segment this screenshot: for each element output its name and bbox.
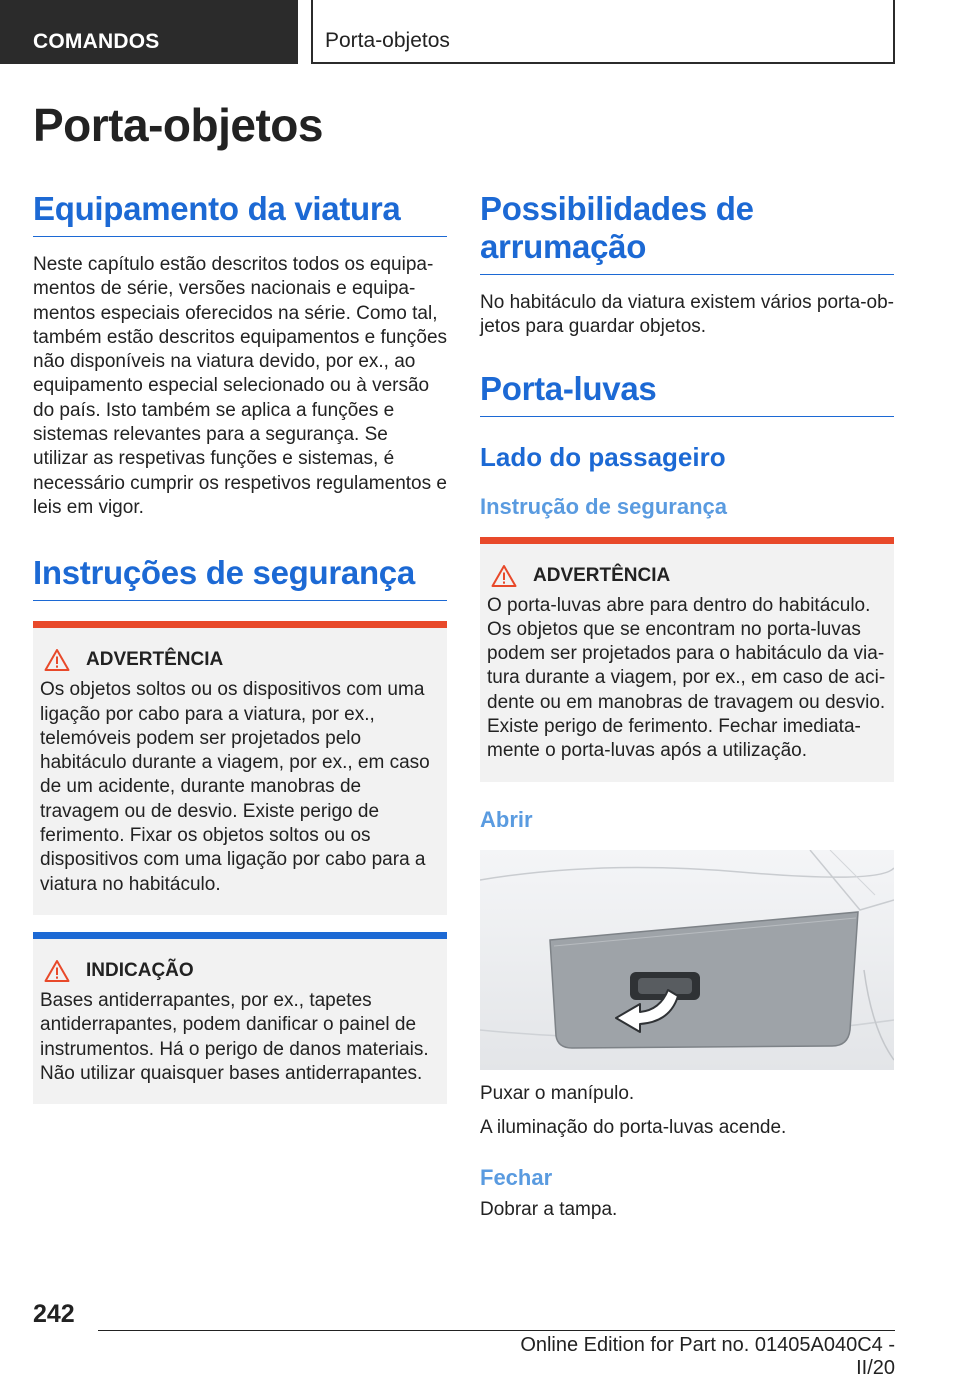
glovebox-heading: Porta-luvas xyxy=(480,370,894,417)
equipment-text: Neste capítulo estão descritos todos os equipamentos de série, versões nacionais e equipamentos especiais oferecidos na série. Como tal, também estão descritos equipamentos e funções não disponíveis na viatura devido, por ex., ao equipamento especial selecionado ou à versão do país. Isto também se aplica a funções e sistemas relevantes para a segurança. Se utilizar as respetivas funções e sistemas, é necessário cumprir os respetivos regulamentos e leis em vigor. xyxy=(33,254,448,518)
footer-edition: Online Edition for Part no. 01405A040C4 - II/20 xyxy=(520,1334,895,1379)
warning-box xyxy=(33,621,447,915)
note-text: Bases antiderrapantes, por ex., tapetes antiderrapantes, podem danificar o painel de instrumentos. Há o perigo de danos materiais. Não utilizar quaisquer bases antiderrapantes. xyxy=(40,989,429,1084)
close-heading: Fechar xyxy=(480,1165,553,1191)
note-box xyxy=(33,932,447,1104)
glovebox-drawing xyxy=(480,850,894,1070)
chapter-label: Porta-objetos xyxy=(325,29,450,52)
storage-text: No habitáculo da viatura existem vários porta-objetos para guardar objetos. xyxy=(480,292,894,338)
section-tab xyxy=(0,0,298,64)
close-step: Dobrar a tampa. xyxy=(480,1199,618,1221)
warning-triangle-icon xyxy=(44,959,70,983)
warning-title: ADVERTÊNCIA xyxy=(86,649,224,671)
page-title: Porta-objetos xyxy=(33,99,323,151)
note-title: INDICAÇÃO xyxy=(86,959,194,981)
storage-heading: Possibilidades de arrumação xyxy=(480,190,894,275)
open-step-2: A iluminação do porta-luvas acende. xyxy=(480,1116,787,1138)
warning-title-row xyxy=(40,648,440,672)
glovebox-warning-title-row xyxy=(487,564,887,588)
warning-text: Os objetos soltos ou os dispositivos com uma ligação por cabo para a viatura, por ex., telemóveis podem ser projetados pelo habitáculo durante a viagem, por ex., em caso de um acidente, durante manobras de travagem ou de desvio. Existe perigo de ferimento. Fixar os objetos soltos ou os dispositivos com uma ligação por cabo para a viatura no habitáculo. xyxy=(40,679,430,895)
page-number: 242 xyxy=(33,1300,75,1328)
left-column xyxy=(33,190,447,1104)
open-heading: Abrir xyxy=(480,806,533,832)
open-step-1: Puxar o manípulo. xyxy=(480,1082,635,1104)
section-label: COMANDOS xyxy=(33,30,160,53)
safety-subheading: Instrução de segurança xyxy=(480,493,727,519)
warning-triangle-icon xyxy=(491,564,517,588)
glovebox-illustration xyxy=(480,850,894,1070)
note-title-row xyxy=(40,959,440,983)
glovebox-warning-title: ADVERTÊNCIA xyxy=(533,564,671,586)
glovebox-warning-box xyxy=(480,537,894,782)
glovebox-warning-text: O porta-luvas abre para dentro do habitáculo. Os objetos que se encontram no porta-luvas podem ser projetados para o habitáculo da viatura durante a viagem, por ex., em caso de acidente ou em manobras de travagem ou desvio. Existe perigo de ferimento. Fechar imediatamente o porta-luvas após a utilização. xyxy=(487,594,886,762)
passenger-heading: Lado do passageiro xyxy=(480,441,726,472)
warning-triangle-icon xyxy=(44,648,70,672)
chapter-header xyxy=(311,0,895,64)
right-column xyxy=(480,190,894,1223)
safety-heading: Instruções de segurança xyxy=(33,554,447,601)
footer-divider xyxy=(98,1330,895,1331)
equipment-heading: Equipamento da viatura xyxy=(33,190,447,237)
